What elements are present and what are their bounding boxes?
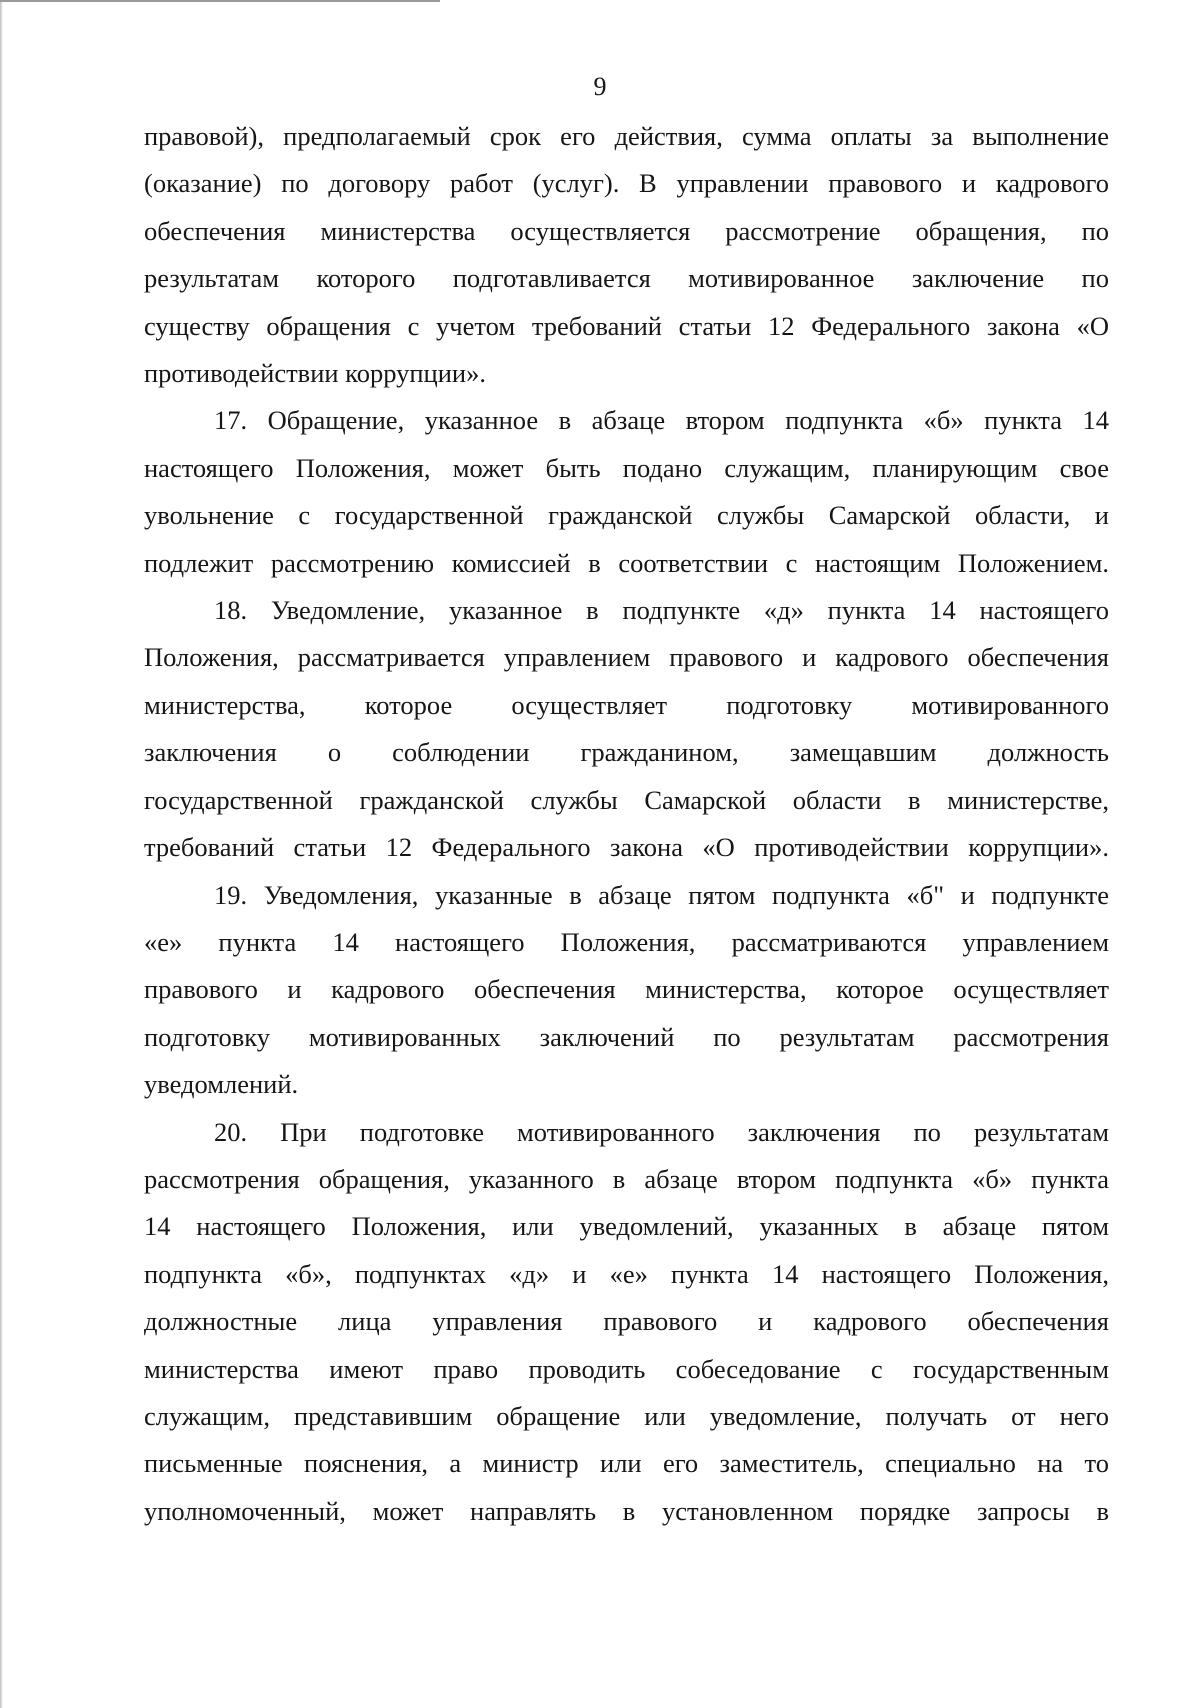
text-line: министерства, которое осуществляет подготовку мотивированного: [144, 689, 1109, 720]
text-line: уполномоченный, может направлять в установленном порядке запросы в: [144, 1495, 1109, 1526]
text-line: настоящего Положения, может быть подано служащим, планирующим свое: [144, 452, 1109, 483]
text-line: заключения о соблюдении гражданином, замещавшим должность: [144, 737, 1109, 768]
text-line: министерства имеют право проводить собеседование с государственным: [144, 1353, 1109, 1384]
text-line: 20. При подготовке мотивированного заключения по результатам: [214, 1116, 1109, 1147]
paragraph-item-19: [144, 872, 1109, 1109]
scan-edge-left: [0, 0, 3, 1708]
text-line: (оказание) по договору работ (услуг). В управлении правового и кадрового: [144, 168, 1109, 199]
paragraph-item-18: [144, 587, 1109, 871]
paragraph-item-17: [144, 397, 1109, 587]
text-line: государственной гражданской службы Самарской области в министерстве,: [144, 784, 1109, 815]
text-line: 14 настоящего Положения, или уведомлений, указанных в абзаце пятом: [144, 1211, 1109, 1242]
text-line: подпункта «б», подпунктах «д» и «е» пункта 14 настоящего Положения,: [144, 1258, 1109, 1289]
text-line: результатам которого подготавливается мотивированное заключение по: [144, 263, 1109, 294]
text-line: правового и кадрового обеспечения министерства, которое осуществляет: [144, 974, 1109, 1005]
text-line: правовой), предполагаемый срок его действия, сумма оплаты за выполнение: [144, 121, 1109, 151]
text-line: подлежит рассмотрению комиссией в соответствии с настоящим Положением.: [144, 547, 1109, 578]
text-line: увольнение с государственной гражданской службы Самарской области, и: [144, 500, 1109, 531]
document-body: [144, 113, 1109, 1535]
text-line: рассмотрения обращения, указанного в абзаце втором подпункта «б» пункта: [144, 1163, 1109, 1194]
text-line: 18. Уведомление, указанное в подпункте «д» пункта 14 настоящего: [214, 595, 1109, 626]
paragraph-item-20: [144, 1109, 1109, 1536]
text-line: служащим, представившим обращение или уведомление, получать от него: [144, 1400, 1109, 1431]
text-line: 19. Уведомления, указанные в абзаце пятом подпункта «б" и подпункте: [214, 879, 1109, 910]
text-line: уведомлений.: [144, 1069, 299, 1100]
text-line: письменные пояснения, а министр или его заместитель, специально на то: [144, 1448, 1109, 1479]
text-line: 17. Обращение, указанное в абзаце втором подпункта «б» пункта 14: [214, 405, 1109, 436]
text-line: Положения, рассматривается управлением правового и кадрового обеспечения: [144, 642, 1109, 673]
text-line: обеспечения министерства осуществляется рассмотрение обращения, по: [144, 215, 1109, 246]
text-line: «е» пункта 14 настоящего Положения, рассматриваются управлением: [144, 926, 1109, 957]
paragraph-continuation: [144, 113, 1109, 397]
text-line: подготовку мотивированных заключений по результатам рассмотрения: [144, 1021, 1109, 1052]
text-line: требований статьи 12 Федерального закона «О противодействии коррупции».: [144, 832, 1109, 863]
text-line: должностные лица управления правового и кадрового обеспечения: [144, 1306, 1109, 1337]
scan-edge-top: [0, 0, 440, 2]
page-number: 9: [593, 72, 607, 101]
text-line: противодействии коррупции».: [144, 358, 486, 389]
text-line: существу обращения с учетом требований статьи 12 Федерального закона «О: [144, 310, 1109, 341]
